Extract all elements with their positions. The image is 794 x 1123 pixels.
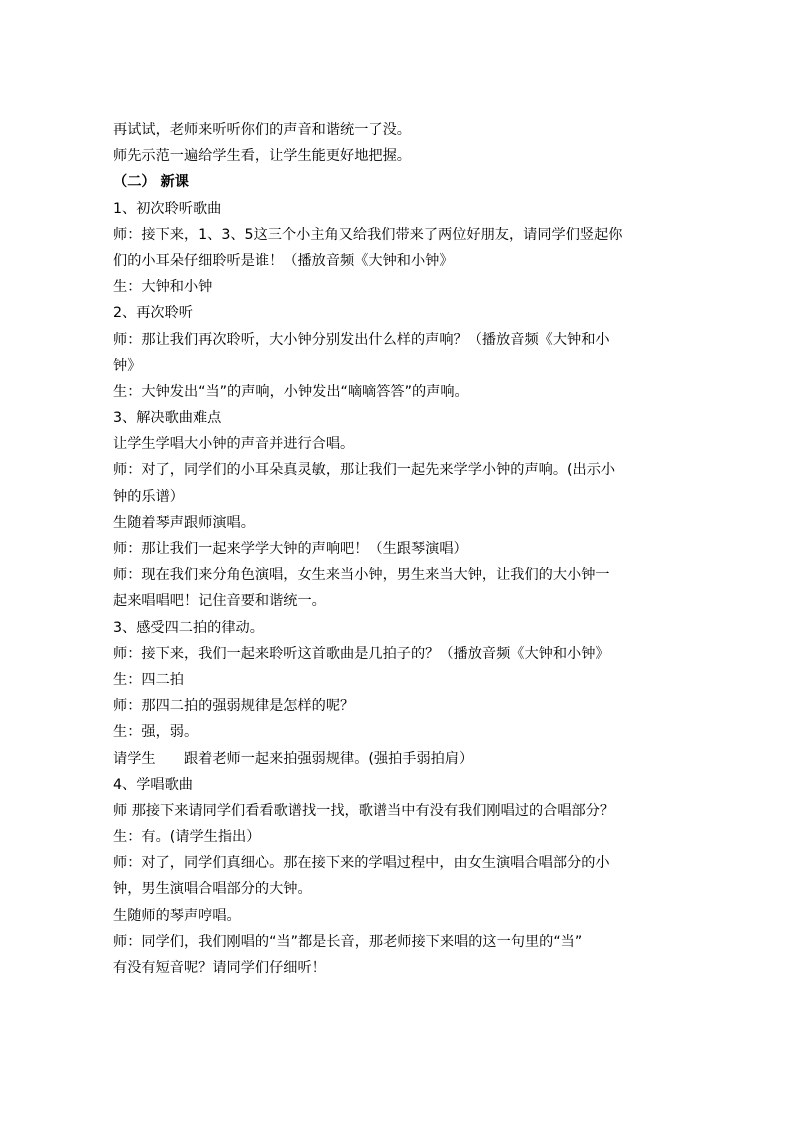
section-heading-new-lesson: （二） 新课 — [113, 174, 189, 191]
step-heading-first-listen: 1、初次聆听歌曲 — [113, 200, 222, 217]
text-line-17: 师：那让我们一起来学学大钟的声响吧！（生跟琴演唱） — [113, 541, 468, 557]
step-heading-difficulties: 3、解决歌曲难点 — [113, 410, 222, 427]
document-page — [113, 117, 685, 981]
text-line-14: 师：对了，同学们的小耳朵真灵敏，那让我们一起先来学学小钟的声响。(出示小 — [113, 462, 616, 479]
text-line-25: 请学生 跟着老师一起来拍强弱规律。(强拍手弱拍肩） — [113, 750, 474, 767]
text-line-18: 师：现在我们来分角色演唱，女生来当小钟，男生来当大钟，让我们的大小钟一 — [113, 567, 610, 584]
text-line-1: 再试试，老师来听听你们的声音和谐统一了没。 — [113, 122, 411, 138]
text-line-24: 生：强，弱。 — [113, 724, 199, 741]
text-line-33: 有没有短音呢？请同学们仔细听！ — [113, 960, 326, 976]
text-line-10: 钟》 — [113, 357, 142, 374]
text-line-29: 师：对了，同学们真细心。那在接下来的学唱过程中，由女生演唱合唱部分的小 — [113, 855, 610, 872]
text-line-23: 师：那四二拍的强弱规律是怎样的呢？ — [113, 698, 355, 715]
text-line-11: 生：大钟发出“当”的声响，小钟发出“嘀嘀答答”的声响。 — [113, 383, 469, 400]
step-heading-second-listen: 2、再次聆听 — [113, 305, 193, 322]
text-line-13: 让学生学唱大小钟的声音并进行合唱。 — [113, 436, 355, 453]
text-line-5: 师：接下来，1、3、5这三个小主角又给我们带来了两位好朋友，请同学们竖起你 — [113, 226, 623, 243]
step-heading-rhythm: 3、感受四二拍的律动。 — [113, 619, 264, 636]
text-line-7: 生：大钟和小钟 — [113, 279, 213, 296]
text-line-21: 师：接下来，我们一起来聆听这首歌曲是几拍子的？（播放音频《大钟和小钟》 — [113, 645, 610, 662]
text-line-22: 生：四二拍 — [113, 671, 184, 688]
text-line-9: 师：那让我们再次聆听，大小钟分别发出什么样的声响？（播放音频《大钟和小 — [113, 331, 610, 348]
text-line-19: 起来唱唱吧！记住音要和谐统一。 — [113, 593, 326, 610]
text-line-28: 生：有。(请学生指出） — [113, 829, 261, 846]
text-line-30: 钟，男生演唱合唱部分的大钟。 — [113, 881, 312, 898]
text-line-32: 师：同学们，我们刚唱的“当”都是长音，那老师接下来唱的这一句里的“当” — [113, 933, 583, 950]
step-heading-learn-song: 4、学唱歌曲 — [113, 776, 193, 793]
text-line-6: 们的小耳朵仔细聆听是谁！（播放音频《大钟和小钟》 — [113, 252, 454, 269]
text-line-15: 钟的乐谱） — [113, 488, 184, 505]
text-line-2: 师先示范一遍给学生看，让学生能更好地把握。 — [113, 148, 411, 165]
text-line-27: 师 那接下来请同学们看看歌谱找一找，歌谱当中有没有我们刚唱过的合唱部分？ — [113, 802, 615, 819]
text-line-16: 生随着琴声跟师演唱。 — [113, 514, 255, 531]
text-line-31: 生随师的琴声哼唱。 — [113, 907, 241, 924]
